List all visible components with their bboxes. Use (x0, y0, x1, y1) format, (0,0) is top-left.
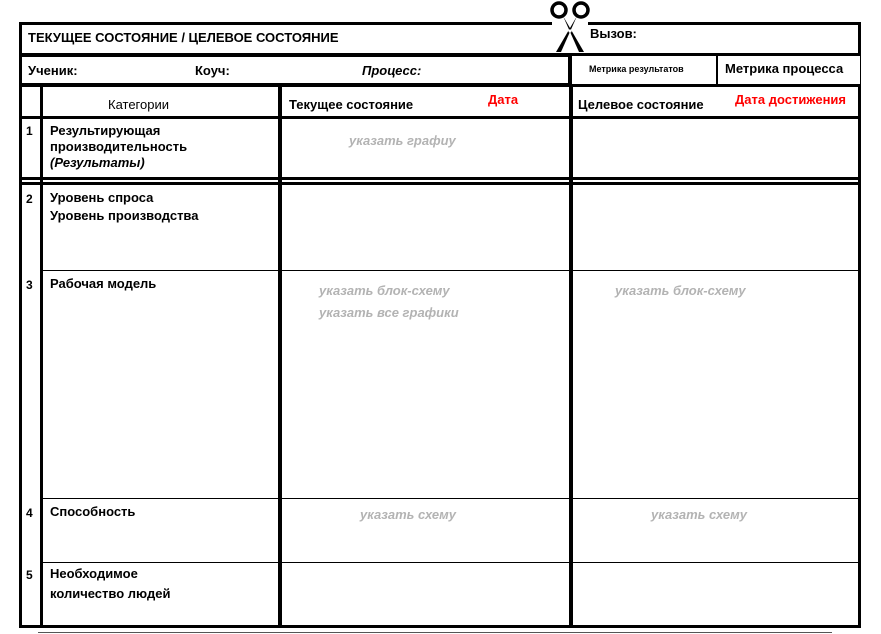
header-row-divider (19, 116, 861, 119)
row-category-line: Рабочая модель (50, 276, 157, 291)
row-number: 4 (26, 506, 33, 520)
info-row-left (19, 54, 571, 86)
coach-label: Коуч: (195, 63, 230, 78)
row-hint-current: указать схему (360, 507, 457, 522)
bottom-rule (38, 632, 832, 633)
row-category-line: Уровень производства (50, 208, 199, 223)
row-hint-target: указать блок-схему (615, 283, 746, 298)
row-number: 2 (26, 192, 33, 206)
current-col-divider (278, 84, 282, 628)
col-header-target-date: Дата достижения (735, 92, 847, 107)
result-metric-label: Метрика результатов (589, 64, 684, 74)
row-number: 3 (26, 278, 33, 292)
num-col-divider (40, 84, 43, 628)
row-category-line: количество людей (50, 586, 171, 601)
row2-divider (40, 270, 861, 271)
process-metric-label: Метрика процесса (725, 61, 844, 76)
row-hint-current: указать блок-схему (319, 283, 450, 298)
main-table (19, 84, 861, 628)
row3-divider (40, 498, 861, 499)
row-hint-current-2: указать все графики (319, 305, 459, 320)
row-number: 1 (26, 124, 33, 138)
col-header-categories: Категории (108, 97, 169, 112)
row-number: 5 (26, 568, 33, 582)
col-header-current-date: Дата (488, 92, 519, 107)
row-category-line: (Результаты) (50, 155, 145, 170)
scissors-icon (546, 0, 594, 54)
learner-label: Ученик: (28, 63, 78, 78)
challenge-label: Вызов: (590, 26, 637, 41)
process-label: Процесс: (362, 63, 422, 78)
row-hint-target: указать схему (651, 507, 748, 522)
row-hint-current: указать графиу (349, 133, 456, 148)
row1-divider-a (19, 177, 861, 180)
col-header-current: Текущее состояние (289, 97, 414, 112)
row-category-line: Способность (50, 504, 136, 519)
row-category-line: Уровень спроса (50, 190, 154, 205)
col-header-target: Целевое состояние (578, 97, 704, 112)
row-category-line: производительность (50, 139, 188, 154)
row-category-line: Результирующая (50, 123, 161, 138)
target-col-divider (569, 84, 573, 628)
row-category-line: Необходимое (50, 566, 138, 581)
row1-divider-b (19, 182, 861, 185)
row4-divider (40, 562, 861, 563)
page-title: ТЕКУЩЕЕ СОСТОЯНИЕ / ЦЕЛЕВОЕ СОСТОЯНИЕ (28, 30, 339, 45)
